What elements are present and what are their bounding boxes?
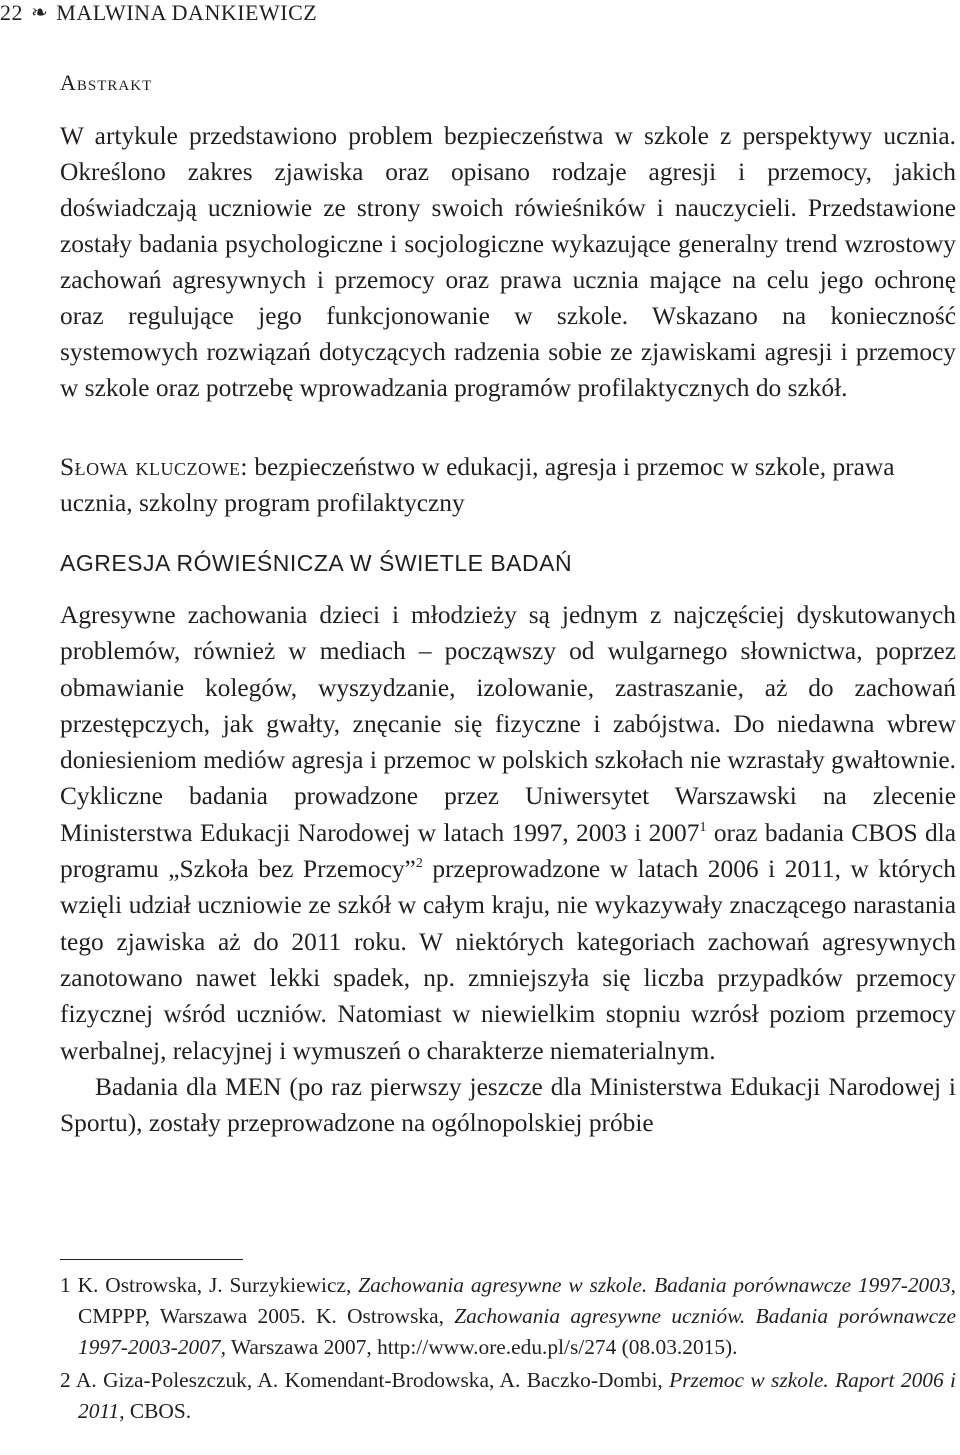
page-number: 22 — [0, 0, 23, 25]
footnote-text: Warszawa 2007, http://www.ore.edu.pl/s/274 (08.03.2015). — [225, 1335, 738, 1359]
footnote-title: Zachowania agresywne w szkole. Badania porównawcze 1997-2003 — [358, 1273, 951, 1297]
body-paragraph — [60, 597, 956, 1069]
paragraph-text: oraz badania CBOS dla programu „Szkoła bez Przemocy” — [60, 818, 956, 884]
footnotes — [60, 1270, 956, 1427]
footnote-ref-2: 2 — [415, 856, 423, 872]
keywords-text: bezpieczeństwo w edukacji, agresja i przemoc w szkole, prawa ucznia, szkolny program profilaktyczny — [60, 453, 895, 517]
footnote-2 — [60, 1365, 956, 1427]
section-body — [60, 597, 956, 1141]
footnote-1 — [60, 1270, 956, 1363]
footnote-ref-1: 1 — [699, 819, 707, 835]
footnote-title: Zachowania agresywne uczniów. Badania porównawcze 1997-2003-2007, — [78, 1304, 956, 1359]
keywords-label: Słowa kluczowe: — [60, 453, 248, 481]
footnote-text: A. Giza-Poleszczuk, A. Komendant-Brodowska, A. Baczko-Dombi, — [70, 1368, 670, 1392]
footnote-text: , CMPPP, Warszawa 2005. K. Ostrowska, — [78, 1273, 957, 1328]
paragraph-text: przeprowadzone w latach 2006 i 2011, w których wzięli udział uczniowie ze szkół w całym kraju, nie wykazywały znaczącego narastania tego zjawiska aż do 2011 roku. W niektórych kategoriach zachowań agresywnych zanotowano nawet lekki spadek, np. zmniejszyła się liczba przypadków przemocy fizycznej wśród uczniów. Natomiast w niewielkim stopniu wzrósł poziom przemocy werbalnej, relacyjnej i wymuszeń o charakterze niematerialnym. — [60, 855, 956, 1065]
section-heading: AGRESJA RÓWIEŚNICZA W ŚWIETLE BADAŃ — [60, 550, 573, 576]
body-paragraph: Badania dla MEN (po raz pierwszy jeszcze dla Ministerstwa Edukacji Narodowej i Sportu), zostały przeprowadzone na ogólnopolskiej próbie — [60, 1072, 956, 1138]
footnote-text: , CBOS. — [119, 1399, 192, 1423]
keywords — [60, 449, 956, 521]
running-head — [0, 0, 317, 26]
footnote-number: 2 — [60, 1368, 71, 1392]
abstract-text: W artykule przedstawiono problem bezpieczeństwa w szkole z perspektywy ucznia. Określono zakres zjawiska oraz opisano rodzaje agresji i przemocy, jakich doświadczają uczniowie ze strony swoich rówieśników i nauczycieli. Przedstawione zostały badania psychologiczne i socjologiczne wykazujące generalny trend wzrostowy zachowań agresywnych i przemocy oraz prawa ucznia mające na celu jego ochronę oraz regulujące jego funkcjonowanie w szkole. Wskazano na konieczność systemowych rozwiązań dotyczących radzenia sobie ze zjawiskami agresji i przemocy w szkole oraz potrzebę wprowadzania programów profilaktycznych do szkół. — [60, 122, 956, 402]
footnote-title: Przemoc w szkole. Raport 2006 i 2011 — [78, 1368, 957, 1423]
footnote-text: K. Ostrowska, J. Surzykiewicz, — [70, 1273, 359, 1297]
footnote-number: 1 — [60, 1273, 71, 1297]
fleuron-icon: ❧ — [31, 2, 49, 24]
running-head-author: MALWINA DANKIEWICZ — [56, 0, 318, 25]
abstract-heading: Abstrakt — [60, 70, 153, 95]
paragraph-text: Agresywne zachowania dzieci i młodzieży są jednym z najczęściej dyskutowanych problemów, również w mediach – począwszy od wulgarnego słownictwa, poprzez obmawianie kolegów, wyszydzanie, izolowanie, zastraszanie, aż do zachowań przestępczych, jak gwałty, znęcanie się fizyczne i zabójstwa. Do niedawna wbrew doniesieniom mediów agresja i przemoc w polskich szkołach nie wzrastały gwałtownie. Cykliczne badania prowadzone przez Uniwersytet Warszawski na zlecenie Ministerstwa Edukacji Narodowej w latach 1997, 2003 i 2007 — [60, 601, 956, 847]
footnote-separator — [60, 1259, 243, 1260]
